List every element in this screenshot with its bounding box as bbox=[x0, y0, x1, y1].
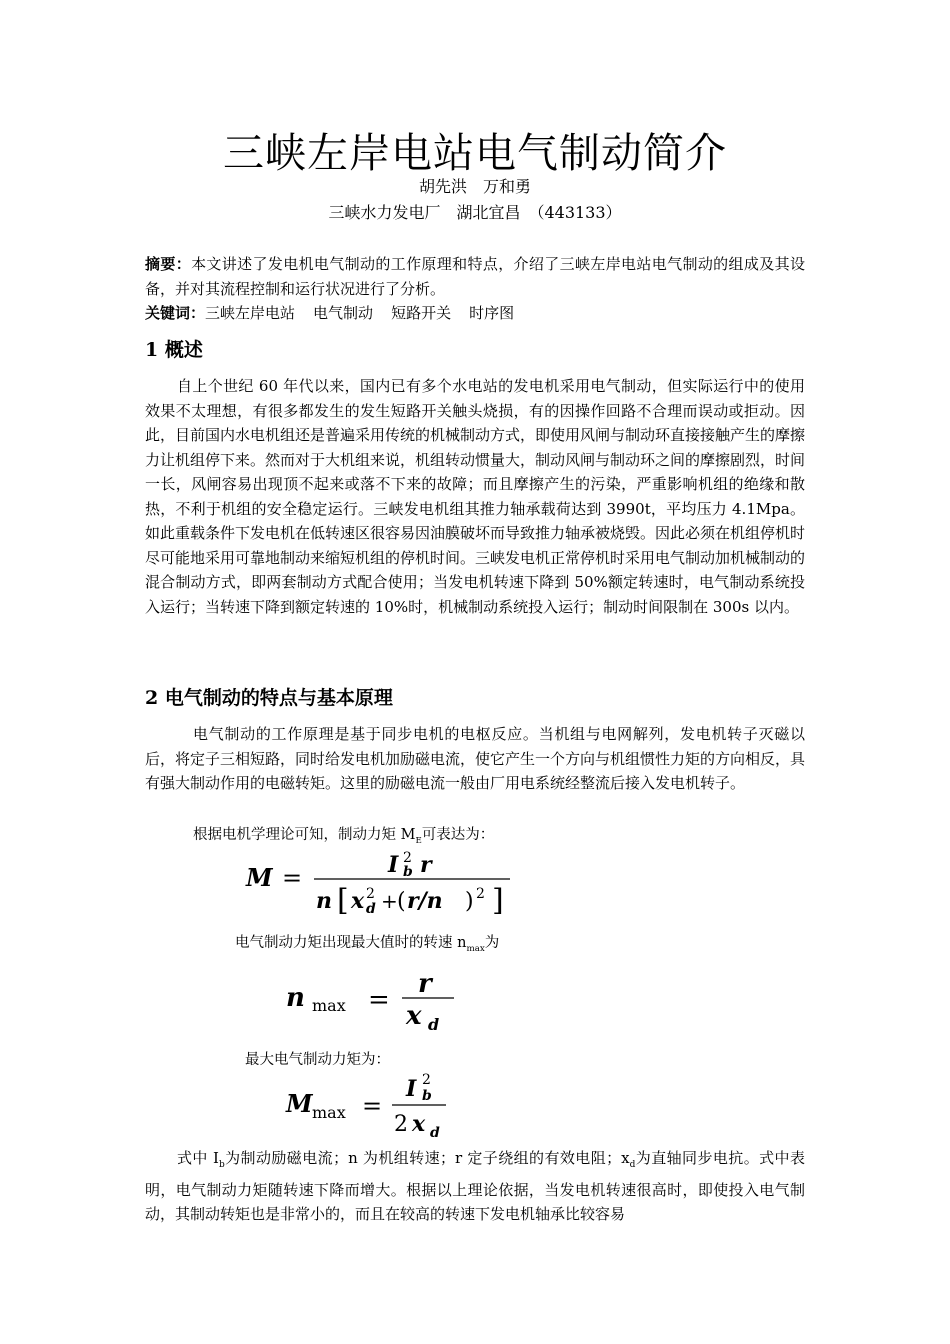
keyword-item: 短路开关 bbox=[391, 304, 452, 322]
explanation-text-2: 为制动励磁电流；n 为机组转速；r 定子绕组的有效电阻；x bbox=[224, 1149, 630, 1167]
explanation-sub-2: d bbox=[629, 1160, 636, 1170]
abstract-colon: ： bbox=[175, 255, 192, 273]
formula-2-eq: = bbox=[368, 985, 390, 1015]
section-2-paragraph: 电气制动的工作原理是基于同步电机的电枢反应。当机组与电网解列，发电机转子灭磁以后，将定子三相短路，同时给发电机加励磁电流，使它产生一个方向与机组惯性力矩的方向相反，具有强大制动作用的电磁转矩。这里的励磁电流一般由厂用电系统经整流后接入发电机转子。 bbox=[145, 725, 806, 792]
formula-2-lhs-sub: max bbox=[312, 996, 346, 1015]
formula-max-speed bbox=[282, 966, 472, 1036]
formula-3-lhs-sub: max bbox=[312, 1103, 346, 1122]
formula-3-lhs: M bbox=[286, 1089, 313, 1118]
formula-1-intro-sub: E bbox=[415, 835, 422, 846]
formula-2-intro bbox=[145, 931, 805, 961]
formula-3-den: x bbox=[412, 1111, 426, 1137]
section-1-heading: 1 概述 bbox=[145, 339, 203, 361]
formula-3-num-sup: 2 bbox=[422, 1072, 431, 1088]
formula-3-eq: = bbox=[362, 1092, 383, 1120]
formula-3-den-sub: d bbox=[430, 1125, 440, 1140]
explanation-text-1: 式中 I bbox=[177, 1149, 219, 1167]
formula-1-intro-text: 根据电机学理论可知，制动力矩 M bbox=[193, 827, 416, 843]
keyword-item: 电气制动 bbox=[313, 304, 374, 322]
paper-title: 三峡左岸电站电气制动简介 bbox=[223, 129, 727, 177]
formula-2-intro-text-end: 为 bbox=[484, 935, 500, 951]
keywords-colon: ： bbox=[190, 304, 206, 322]
keywords-label: 关键词 bbox=[145, 304, 191, 322]
formula-2-den: x bbox=[406, 1001, 422, 1031]
formula-1-den-x: x bbox=[351, 888, 365, 914]
abstract bbox=[145, 252, 805, 301]
formula-2-intro-text: 电气制动力矩出现最大值时的转速 n bbox=[235, 935, 467, 951]
explanation-sub-1: b bbox=[218, 1160, 225, 1170]
formula-1-bracket-open: [ bbox=[337, 883, 349, 918]
formula-1-intro-text-end: 可表达为： bbox=[421, 827, 495, 843]
formula-3-den-coef: 2 bbox=[394, 1112, 408, 1137]
formula-1-den-plus: + bbox=[381, 889, 398, 913]
abstract-label: 摘要 bbox=[145, 255, 176, 273]
formula-2-num: r bbox=[418, 969, 432, 999]
section-1-paragraph: 自上个世纪 60 年代以来，国内已有多个水电站的发电机采用电气制动，但实际运行中的使用效果不太理想，有很多都发生的发生短路开关触头烧损，有的因操作回路不合理而误动或拒动。因此，目前国内水电机组还是普遍采用传统的机械制动方式，即使用风闸与制动环直接接触产生的摩擦力让机组停下来。然而对于大机组来说，机组转动惯量大，制动风闸与制动环之间的摩擦剧烈，时间一长，风闸容易出现顶不起来或落不下来的故障；而且摩擦产生的污染，严重影响机组的绝缘和散热，不利于机组的安全稳定运行。三峡发电机组其推力轴承载荷达到 3990t，平均压力 4.1Mpa。如此重载条件下发电机在低转速区很容易因油膜破坏而导致推力轴承被烧毁。因此必须在机组停机时尽可能地采用可靠地制动来缩短机组的停机时间。三峡发电机正常停机时采用电气制动加机械制动的混合制动方式，即两套制动方式配合使用；当发电机转速下降到 50%额定转速时，电气制动系统投入运行；当转速下降到额定转速的 10%时，机械制动系统投入运行；制动时间限制在 300s 以内。 bbox=[145, 377, 806, 616]
formula-1-num-r: r bbox=[420, 852, 432, 878]
formula-explanation bbox=[145, 1146, 805, 1227]
formula-braking-torque bbox=[240, 842, 530, 922]
affiliation: 三峡水力发电厂 湖北宜昌 （443133） bbox=[328, 203, 622, 222]
keyword-item: 时序图 bbox=[469, 304, 515, 322]
formula-1-paren-close: ) bbox=[465, 889, 474, 914]
formula-1-den-frac: r/n bbox=[407, 888, 443, 914]
formula-3-intro: 最大电气制动力矩为： bbox=[245, 1052, 390, 1068]
formula-1-den-x-sub: d bbox=[366, 901, 376, 917]
keywords bbox=[145, 301, 805, 326]
formula-3-num: I bbox=[406, 1076, 417, 1102]
formula-1-paren-open: ( bbox=[397, 889, 406, 914]
authors: 胡先洪 万和勇 bbox=[418, 177, 531, 196]
formula-1-den-square: 2 bbox=[476, 886, 485, 902]
formula-1-num-I: I bbox=[388, 852, 399, 878]
formula-2-den-sub: d bbox=[428, 1015, 440, 1034]
formula-max-torque bbox=[282, 1068, 462, 1140]
formula-1-num-sub: b bbox=[403, 864, 413, 880]
formula-2-intro-sub: max bbox=[466, 943, 485, 954]
formula-3-num-sub: b bbox=[422, 1088, 432, 1104]
formula-1-bracket-close: ] bbox=[492, 883, 504, 918]
explanation-text-3: 为直轴同步电抗。式中表明，电气制动力矩随转速下降而增大。根据以上理论依据，当发电机转速很高时，即使投入电气制动，其制动转矩也是非常小的，而且在较高的转速下发电机轴承比较容易 bbox=[145, 1149, 805, 1223]
abstract-text: 本文讲述了发电机电气制动的工作原理和特点，介绍了三峡左岸电站电气制动的组成及其设备，并对其流程控制和运行状况进行了分析。 bbox=[145, 255, 805, 298]
formula-1-lhs: M bbox=[246, 863, 273, 892]
formula-2-lhs: n bbox=[286, 983, 305, 1013]
formula-1-den-x-sup: 2 bbox=[366, 886, 375, 902]
keyword-item: 三峡左岸电站 bbox=[205, 304, 296, 322]
section-2-heading: 2 电气制动的特点与基本原理 bbox=[145, 687, 393, 709]
formula-1-num-sup: 2 bbox=[403, 850, 412, 866]
formula-1-eq: = bbox=[282, 864, 303, 892]
formula-1-den-n: n bbox=[316, 888, 332, 914]
